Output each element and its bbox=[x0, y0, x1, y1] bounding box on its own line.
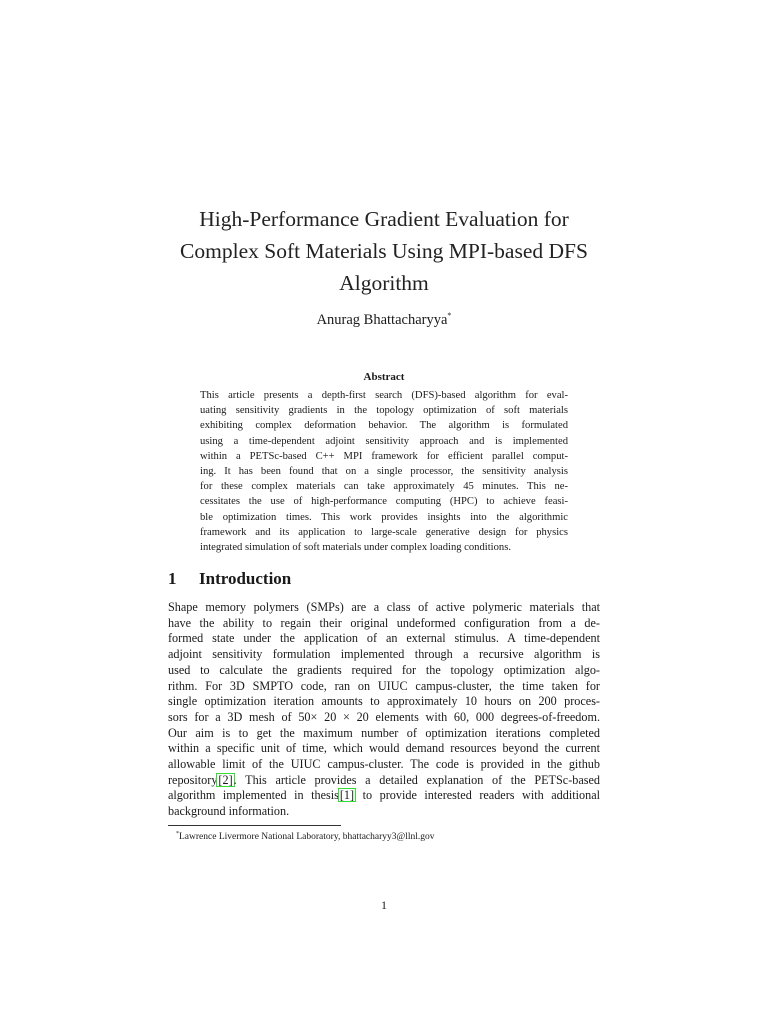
abstract-body bbox=[200, 388, 568, 555]
footnote-divider bbox=[168, 825, 341, 826]
abstract-line: ing. It has been found that on a single processor, the sensitivity analysis bbox=[200, 466, 568, 478]
intro-line: Our aim is to get the maximum number of optimization iterations completed bbox=[168, 725, 600, 740]
intro-line bbox=[168, 773, 600, 789]
intro-line: allowable limit of the UIUC campus-cluster. The code is provided in the github bbox=[168, 757, 600, 772]
intro-line: formed state under the application of an external stimulus. A time-dependent bbox=[168, 631, 600, 646]
intro-line: sors for a 3D mesh of 50× 20 × 20 elements with 60, 000 degrees-of-freedom. bbox=[168, 709, 600, 724]
intro-line: adjoint sensitivity formulation implemented through a recursive algorithm is bbox=[168, 647, 600, 662]
introduction-body bbox=[168, 600, 600, 820]
abstract-line: exhibiting complex deformation behavior. The algorithm is formulated bbox=[200, 420, 568, 432]
abstract-line: within a PETSc-based C++ MPI framework for efficient parallel comput- bbox=[200, 450, 568, 462]
title-line: Complex Soft Materials Using MPI-based DFS bbox=[180, 239, 588, 263]
author-affiliation-footnote bbox=[176, 828, 435, 844]
intro-text: algorithm implemented in thesis bbox=[168, 788, 339, 803]
abstract-line: integrated simulation of soft materials under complex loading conditions. bbox=[200, 542, 511, 554]
intro-text: repository bbox=[168, 772, 218, 787]
title-line: High-Performance Gradient Evaluation for bbox=[199, 207, 569, 231]
author-footnote-mark[interactable]: * bbox=[447, 311, 452, 320]
intro-text: . This article provides a detailed explanation of the PETSc-based bbox=[233, 772, 600, 787]
citation-link-2[interactable]: [2] bbox=[218, 772, 233, 787]
abstract-line: ble optimization times. This work provides insights into the algorithmic bbox=[200, 511, 568, 523]
intro-line: rithm. For 3D SMPTO code, ran on UIUC campus-cluster, the time taken for bbox=[168, 678, 600, 693]
section-heading-introduction bbox=[168, 567, 291, 591]
abstract-line: using a time-dependent adjoint sensitivity approach and is implemented bbox=[200, 435, 568, 447]
intro-line: used to calculate the gradients required for the topology optimization algo- bbox=[168, 662, 600, 677]
intro-line: background information. bbox=[168, 804, 290, 819]
intro-line: Shape memory polymers (SMPs) are a class of active polymeric materials that bbox=[168, 600, 600, 614]
title-line: Algorithm bbox=[339, 271, 429, 295]
page-number: 1 bbox=[381, 898, 387, 912]
section-title: Introduction bbox=[199, 569, 292, 588]
paper-title bbox=[150, 203, 618, 299]
intro-line: within a specific unit of time, which would demand resources beyond the current bbox=[168, 741, 600, 756]
intro-line: have the ability to regain their original undeformed configuration from a de- bbox=[168, 615, 600, 630]
intro-text: to provide interested readers with additional bbox=[355, 788, 600, 803]
intro-line: single optimization iteration amounts to approximately 10 hours on 200 proces- bbox=[168, 694, 600, 709]
footnote-mark: * bbox=[176, 831, 179, 837]
abstract-line: uating sensitivity gradients in the topology optimization of soft materials bbox=[200, 405, 568, 417]
citation-link-1[interactable]: [1] bbox=[339, 788, 355, 803]
section-number: 1 bbox=[168, 569, 177, 588]
abstract-line: cessitates the use of high-performance computing (HPC) to achieve feasi- bbox=[200, 496, 568, 508]
author-name: Anurag Bhattacharyya bbox=[316, 312, 448, 328]
abstract-line: for these complex materials can take approximately 45 minutes. This ne- bbox=[200, 481, 568, 493]
abstract-heading: Abstract bbox=[363, 371, 405, 383]
author-line bbox=[150, 306, 618, 330]
abstract-line: framework and its application to large-scale generative design for physics bbox=[200, 526, 568, 538]
footnote-text: Lawrence Livermore National Laboratory, bhattacharyy3@llnl.gov bbox=[179, 832, 435, 842]
abstract-line: This article presents a depth-first search (DFS)-based algorithm for eval- bbox=[200, 390, 568, 401]
intro-line bbox=[168, 788, 600, 804]
